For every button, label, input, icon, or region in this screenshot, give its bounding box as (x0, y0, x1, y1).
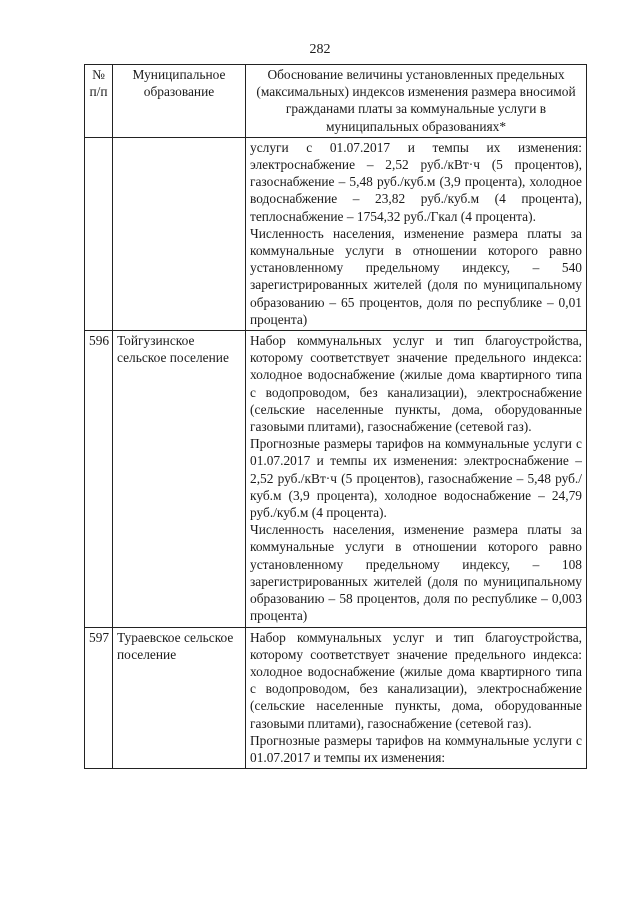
header-justification: Обоснование величины установленных предельных (максимальных) индексов изменения размера вносимой гражданами платы за коммунальные услуги в муниципальных образованиях* (246, 65, 587, 138)
table-row (85, 331, 587, 627)
row-municipality: Тойгузинское сельское поселение (113, 331, 246, 627)
tariff-justification-table (84, 64, 587, 769)
justification-paragraph: Набор коммунальных услуг и тип благоустройства, которому соответствует значение предельного индекса: холодное водоснабжение (жилые дома квартирного типа с водопроводом, без канализации), электроснабжение (сельские населенные пункты, дома, оборудованные газовыми плитами), газоснабжение (сетевой газ). (250, 629, 582, 731)
row-justification (246, 331, 587, 627)
row-municipality: Тураевское сельское поселение (113, 627, 246, 769)
row-justification (246, 627, 587, 769)
justification-paragraph: Прогнозные размеры тарифов на коммунальные услуги с 01.07.2017 и темпы их изменения: (250, 732, 582, 765)
justification-paragraph: услуги с 01.07.2017 и темпы их изменения: электроснабжение – 2,52 руб./кВт·ч (5 процентов), газоснабжение – 5,48 руб./куб.м (3,9 процента), холодное водоснабжение – 23,82 руб./куб.м (4 процента), теплоснабжение – 1754,32 руб./Гкал (4 процента). (250, 139, 582, 224)
justification-paragraph: Численность населения, изменение размера платы за коммунальные услуги в отношении которого равно установленному предельному индексу, – 540 зарегистрированных жителей (доля по муниципальному образованию – 65 процентов, доля по республике – 0,01 процента) (250, 225, 582, 327)
page-number: 282 (309, 42, 331, 57)
table-header-row (85, 65, 587, 138)
row-municipality (113, 137, 246, 330)
justification-paragraph: Численность населения, изменение размера платы за коммунальные услуги в отношении которого равно установленному предельному индексу, – 108 зарегистрированных жителей (доля по муниципальному образованию – 58 процентов, доля по республике – 0,003 процента) (250, 522, 582, 624)
row-num: 597 (85, 627, 113, 769)
justification-paragraph: Набор коммунальных услуг и тип благоустройства, которому соответствует значение предельного индекса: холодное водоснабжение (жилые дома квартирного типа с водопроводом, без канализации), электроснабжение (сельские населенные пункты, дома, оборудованные газовыми плитами), газоснабжение (сетевой газ). (250, 333, 582, 435)
justification-paragraph: Прогнозные размеры тарифов на коммунальные услуги с 01.07.2017 и темпы их изменения: электроснабжение – 2,52 руб./кВт·ч (5 процентов), газоснабжение – 5,48 руб./куб.м (3,9 процента), холодное водоснабжение – 24,79 руб./куб.м (4 процента). (250, 436, 582, 521)
table-row (85, 137, 587, 330)
row-num (85, 137, 113, 330)
header-municipality: Муниципальное образование (113, 65, 246, 138)
row-num: 596 (85, 331, 113, 627)
header-num: № п/п (85, 65, 113, 138)
table-row (85, 627, 587, 769)
row-justification (246, 137, 587, 330)
